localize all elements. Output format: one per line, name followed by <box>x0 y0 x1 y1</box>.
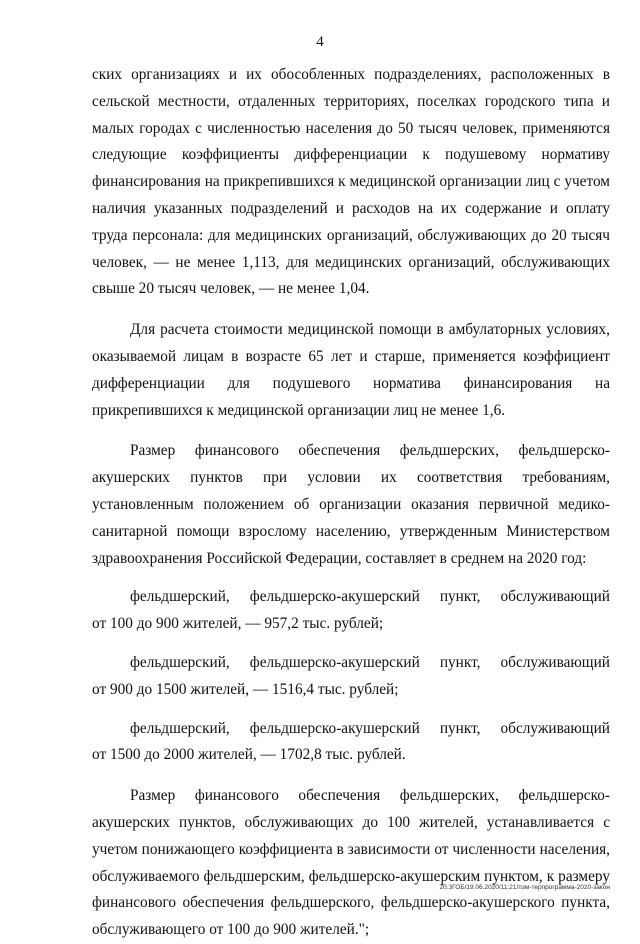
list-word: обслуживающий <box>500 588 610 606</box>
list-item-amount: от 1500 до 2000 жителей, — 1702,8 тыс. рублей. <box>92 746 406 764</box>
footer-reference: 20.3ГОБ/19.06.2020/11:21/пзм-терпрограмма-2020-закон <box>439 884 610 891</box>
list-item-amount: от 900 до 1500 жителей, — 1516,4 тыс. рублей; <box>92 680 399 698</box>
list-word: фельдшерско-акушерский <box>249 719 420 737</box>
list-word: обслуживающий <box>500 719 610 737</box>
paragraph-elderly-coefficient: Для расчета стоимости медицинской помощи в амбулаторных условиях, оказываемой лицам в возрасте 65 лет и старше, применяется коэффициент дифференциации для подушевого норматива финансирования на прикрепившихся к медицинской организации лиц не менее 1,6. <box>92 321 610 419</box>
list-item <box>92 716 610 770</box>
list-word: пункт, <box>439 719 481 737</box>
list-word: пункт, <box>439 588 481 606</box>
list-item-amount: от 100 до 900 жителей, — 957,2 тыс. рублей; <box>92 615 384 633</box>
paragraph-fap-financing: Размер финансового обеспечения фельдшерских, фельдшерско-акушерских пунктов при условии их соответствия требованиям, установленным положением об организации оказания первичной медико-санитарной помощи взрослому населению, утвержденным Министерством здравоохранения Российской Федерации, составляет в среднем на 2020 год: <box>92 442 610 567</box>
document-body <box>92 62 610 944</box>
list-word: фельдшерский, <box>130 653 230 671</box>
list-word: фельдшерский, <box>130 588 230 606</box>
list-item-first-line <box>92 716 610 743</box>
page-number: 4 <box>316 34 324 50</box>
list-word: фельдшерско-акушерский <box>249 588 420 606</box>
list-word: фельдшерско-акушерский <box>249 653 420 671</box>
list-word: обслуживающий <box>500 653 610 671</box>
list-item <box>92 584 610 638</box>
list-item <box>92 650 610 704</box>
paragraph-small-fap: Размер финансового обеспечения фельдшерских, фельдшерско-акушерских пунктов, обслуживающих до 100 жителей, устанавливается с учетом понижающего коэффициента в зависимости от численности населения, обслуживаемого фельдшерским, фельдшерско-акушерским пунктом, к размеру финансового обеспечения фельдшерского, фельдшерско-акушерского пункта, обслуживающего от 100 до 900 жителей."; <box>92 787 610 939</box>
list-item-first-line <box>92 584 610 611</box>
list-item-first-line <box>92 650 610 677</box>
paragraph-continuation: ских организациях и их обособленных подразделениях, расположенных в сельской местности, отдаленных территориях, поселках городского типа и малых городах с численностью населения до 50 тысяч человек, применяются следующие коэффициенты дифференциации к подушевому нормативу финансирования на прикрепившихся к медицинской организации лиц с учетом наличия указанных подразделений и расходов на их содержание и оплату труда персонала: для медицинских организаций, обслуживающих до 20 тысяч человек, — не менее 1,113, для медицинских организаций, обслуживающих свыше 20 тысяч человек, — не менее 1,04. <box>92 66 610 298</box>
list-word: пункт, <box>439 653 481 671</box>
list-word: фельдшерский, <box>130 719 230 737</box>
